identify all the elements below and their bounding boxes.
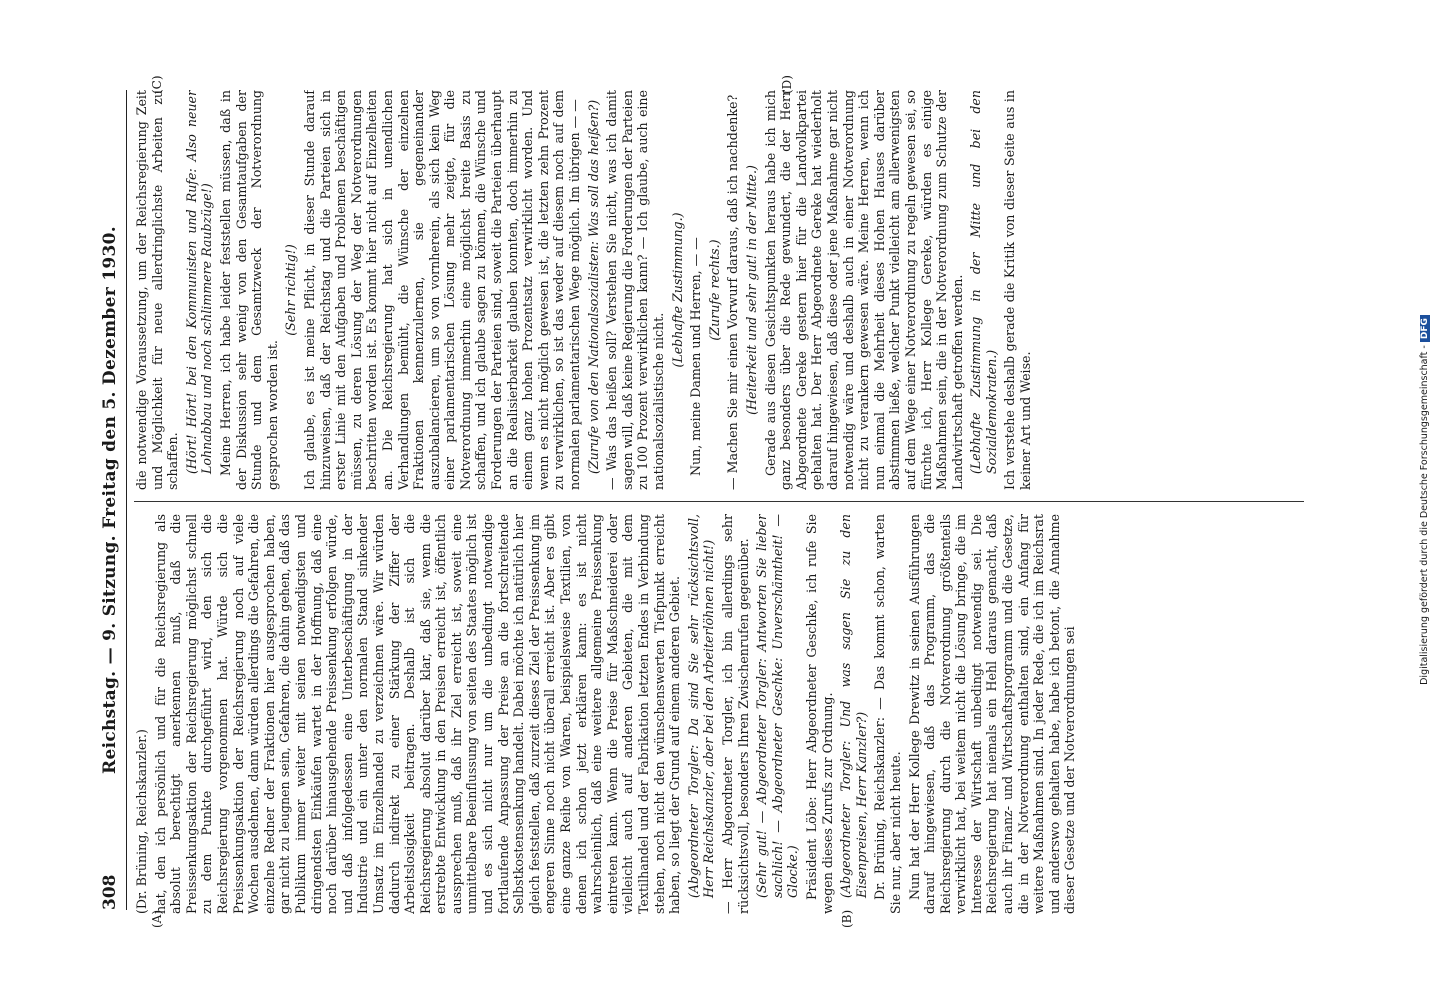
paragraph: Ich verstehe deshalb gerade die Kritik von dieser Seite aus in keiner Art und Weise. [1002, 90, 1034, 490]
page-header [98, 90, 127, 910]
paragraph: (Hört! Hört! bei den Kommunisten und Rufe: Also neuer Lohnabbau und noch schlimmere Raubzüge!) [183, 90, 215, 474]
paragraph: hat, den ich persönlich und für die Reichsregierung als absolut berechtigt anerkennen muß, daß die Preissenkungsaktion der Reichsregierung möglichst schnell zu dem Punkte durchgeführt wird, den sich die Reichsregierung vorgenommen hat. Würde sich die Preissenkungsaktion der Reichsregierung noch auf viele Wochen ausdehnen, dann würden allerdings die Gefahren, die einzelne Redner der Fraktionen hier ausgesprochen haben, gar nicht zu leugnen sein, Gefahren, die dahin gehen, daß das Publikum immer weiter mit seinen notwendigsten und dringendsten Einkäufen wartet in der Hoffnung, daß eine noch darüber hinausgehende Preissenkung erfolgen würde, und daß infolgedessen eine Unterbeschäftigung in der Industrie und ein unter den normalen Stand sinkender Umsatz im Einzelhandel zu verzeichnen wäre. Wir würden dadurch indirekt zu einer Stärkung der Ziffer der Arbeitslosigkeit beitragen. Deshalb ist sich die Reichsregierung absolut darüber klar, daß sie, wenn die erstrebte Entwicklung in den Preisen erreicht ist, öffentlich aussprechen muß, daß ihr Ziel erreicht ist, soweit eine unmittelbare Beeinflussung von seiten des Staates möglich ist und es sich nicht nur um die unbedingt notwendige fortlaufende Anpassung der Preise an die fortschreitende Selbstkostensenkung handelt. Dabei möchte ich natürlich hier gleich feststellen, daß zurzeit dieses Ziel der Preissenkung im engeren Sinne noch nicht überall erreicht ist. Aber es gibt eine ganze Reihe von Waren, beispielsweise Textilien, von denen ich schon jetzt erklären kann: es ist nicht wahrscheinlich, daß eine weitere allgemeine Preissenkung eintreten kann. Wenn die Preise für Maßschneiderei oder vielleicht auch auf anderen Gebieten, die mit dem Textilhandel und der Fabrikation letzten Endes in Verbindung stehen, noch nicht den wünschenswerten Tiefpunkt erreicht haben, so liegt der Grund auf einem anderen Gebiet. [152, 514, 683, 914]
left-text-column [134, 514, 1304, 914]
paragraph: Nun hat der Herr Kollege Drewitz in seinen Ausführungen darauf hingewiesen, daß das Programm, das die Reichsregierung durch die Notverordnung größtenteils verwirklicht hat, bei weitem nicht die Lösung bringe, die im Interesse der Wirtschaft unbedingt notwendig sei. Die Reichsregierung hat niemals ein Hehl daraus gemacht, daß auch ihr Finanz- und Wirtschaftsprogramm und die Gesetze, die in der Notverordnung enthalten sind, ein Anfang für weitere Maßnahmen sind. In jeder Rede, die ich im Reichsrat und anderswo gehalten habe, habe ich betont, die Annahme dieser Gesetze und der Notverordnungen sei [906, 514, 1078, 914]
paragraph: die notwendige Voraussetzung, um der Reichsregierung Zeit und Möglichkeit für neue allerdringlichste Arbeiten zu schaffen. [134, 90, 181, 490]
paragraph: (Heiterkeit und sehr gut! in der Mitte.) [743, 165, 759, 415]
paragraph: — Herr Abgeordneter Torgler, ich bin allerdings sehr rücksichtsvoll, besonders Ihren Zwischenrufen gegenüber. [719, 514, 751, 914]
page-title: Reichstag. — 9. Sitzung. Freitag den 5. Dezember 1930. [100, 226, 120, 774]
margin-marker-d: (D) [780, 75, 794, 94]
sidebar-credit [1418, 0, 1434, 1000]
right-text-column [134, 90, 1304, 490]
dfg-logo: DFG [1420, 315, 1430, 342]
paragraph: Ich glaube, es ist meine Pflicht, in dieser Stunde darauf hinzuweisen, daß der Reichstag und die Parteien sich in erster Linie mit den Aufgaben und Problemen beschäftigen müssen, zu deren Lösung der Weg der Notverordnungen beschritten worden ist. Es kommt hier nicht auf Einzelheiten an. Die Reichsregierung hat sich in unendlichen Verhandlungen bemüht, die Wünsche der einzelnen Fraktionen kennenzulernen, sie gegeneinander auszubalancieren, um so von vornherein, als sich kein Weg einer parlamentarischen Lösung mehr zeigte, für die Notverordnung immerhin eine möglichst breite Basis zu schaffen, und ich glaube sagen zu können, die Wünsche und Forderungen der Parteien sind, soweit die Parteien überhaupt an die Realisierbarkeit glauben konnten, doch immerhin zu einem ganz hohen Prozentsatz verwirklicht worden. Und wenn es nicht möglich gewesen ist, die letzten zehn Prozent zu verwirklichen, so ist das weder auf diesem noch auf dem normalen parlamentarischen Wege möglich. Im übrigen — — [301, 90, 583, 490]
paragraph: — Machen Sie mir einen Vorwurf daraus, daß ich nachdenke? [725, 94, 741, 490]
paragraph: (Zurufe von den Nationalsozialisten: Was soll das heißen?) [585, 99, 601, 474]
paragraph: (Zurufe rechts.) [706, 239, 722, 341]
margin-marker-a: (A) [150, 909, 164, 928]
paragraph: Dr. Brüning, Reichskanzler: — Das kommt schon, warten Sie nur, aber nicht heute. [872, 514, 903, 914]
paragraph: Nun, meine Damen und Herren, — — [688, 237, 704, 476]
column-divider [134, 501, 1304, 502]
credit-text: Digitalisierung gefördert durch die Deutsche Forschungsgemeinschaft - [1419, 345, 1430, 685]
paragraph: (Sehr gut! — Abgeordneter Torgler: Antworten Sie lieber sachlich! — Abgeordneter Geschke: Unverschämtheit! — Glocke.) [754, 514, 801, 898]
paragraph: Präsident Löbe: Herr Abgeordneter Geschke, ich rufe Sie wegen dieses Zurufs zur Ordnung. [803, 514, 835, 914]
margin-marker-c: (C) [150, 75, 164, 94]
paragraph: Gerade aus diesen Gesichtspunkten heraus habe ich mich ganz besonders über die Rede gewundert, die der Herr Abgeordnete Gereke gestern hier für die Landvolkpartei gehalten hat. Der Herr Abgeordnete Gereke hat wiederholt darauf hingewiesen, daß diese oder jene Maßnahme gar nicht notwendig wäre und deshalb auch in einer Notverordnung nicht zu verankern gewesen wäre. Meine Herren, wenn ich nun einmal die Mehrheit dieses Hohen Hauses darüber abstimmen ließe, welcher Punkt vielleicht am allerwenigsten auf dem Wege einer Notverordnung zu regeln gewesen sei, so fürchte ich, Herr Kollege Gereke, würden es einige Maßnahmen sein, die in der Notverordnung zum Schutze der Landwirtschaft getroffen werden. [762, 90, 965, 490]
paragraph: Meine Herren, ich habe leider feststellen müssen, daß in der Diskussion sehr wenig von den Gesamtaufgaben der Stunde und dem Gesamtzweck der Notverordnung gesprochen worden ist. [217, 90, 280, 490]
paragraph: (Lebhafte Zustimmung in der Mitte und bei den Sozialdemokraten.) [968, 90, 999, 474]
paragraph: (Dr. Brüning, Reichskanzler.) [134, 729, 149, 914]
paragraph: (Abgeordneter Torgler: Und was sagen Sie zu den Eisenpreisen, Herr Kanzler?) [838, 514, 869, 898]
paragraph: (Lebhafte Zustimmung.) [669, 212, 685, 368]
document-page [80, 70, 1330, 930]
paragraph: — Was das heißen soll? Verstehen Sie nicht, was ich damit sagen will, daß keine Regierung die Forderungen der Parteien zu 100 Prozent verwirklichen kann? — Ich glaube, auch eine nationalsozialistische nicht. [604, 90, 666, 490]
margin-marker-b: (B) [840, 909, 854, 928]
paragraph: (Abgeordneter Torgler: Da sind Sie sehr rücksichtsvoll, Herr Reichskanzler, aber bei den Arbeiterlöhnen nicht!) [685, 514, 717, 898]
page-number: 308 [100, 874, 120, 910]
paragraph: (Sehr richtig!) [283, 244, 299, 336]
